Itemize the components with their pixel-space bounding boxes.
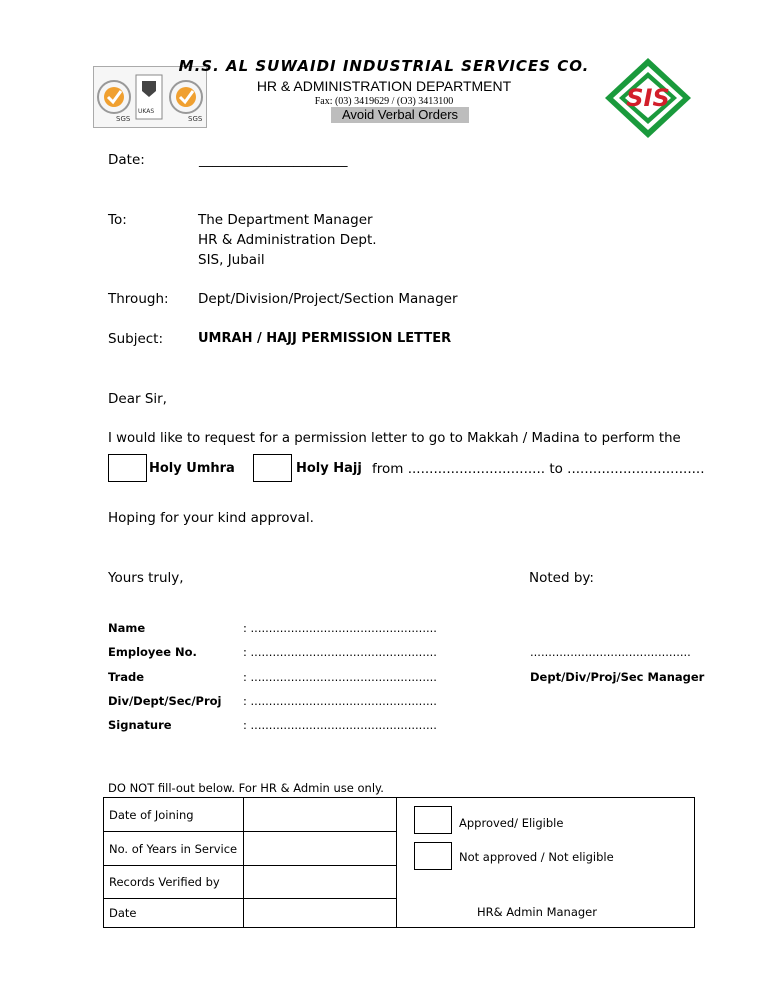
- field-value-div-dept[interactable]: : ...................................................: [243, 694, 437, 708]
- noted-by-signature-line[interactable]: ............................................: [530, 645, 691, 659]
- through-label: Through:: [108, 291, 169, 307]
- to-line-1: The Department Manager: [198, 212, 373, 228]
- field-value-name[interactable]: : ...................................................: [243, 621, 437, 635]
- hr-input-records-verified[interactable]: [244, 866, 397, 899]
- approval-text: Hoping for your kind approval.: [108, 510, 314, 526]
- sis-logo-graphic: [603, 56, 693, 140]
- field-label-name: Name: [108, 621, 146, 635]
- noted-by-title: Dept/Div/Proj/Sec Manager: [530, 670, 705, 684]
- from-to-dates[interactable]: from ................................ to ................................: [372, 461, 705, 477]
- to-line-2: HR & Administration Dept.: [198, 232, 377, 248]
- field-value-employee-no[interactable]: : ...................................................: [243, 645, 437, 659]
- hr-row-label-years-in-service: No. of Years in Service: [104, 832, 244, 866]
- umhra-checkbox[interactable]: [108, 454, 147, 482]
- hr-input-date-of-joining[interactable]: [244, 798, 397, 832]
- date-label: Date:: [108, 152, 145, 168]
- avoid-verbal-orders-notice: Avoid Verbal Orders: [331, 107, 469, 123]
- hr-row-label-date: Date: [104, 899, 244, 928]
- hajj-label: Holy Hajj: [296, 461, 362, 476]
- closing: Yours truly,: [108, 570, 184, 586]
- salutation: Dear Sir,: [108, 391, 167, 407]
- to-label: To:: [108, 212, 127, 228]
- sis-logo-text: SIS: [626, 84, 670, 112]
- date-field[interactable]: ______________________: [199, 152, 348, 168]
- not-approved-label: Not approved / Not eligible: [459, 850, 614, 864]
- department-name: HR & ADMINISTRATION DEPARTMENT: [256, 78, 512, 94]
- fax-numbers: Fax: (03) 3419629 / (O3) 3413100: [314, 96, 454, 107]
- field-label-div-dept: Div/Dept/Sec/Proj: [108, 694, 222, 708]
- hr-input-date[interactable]: [244, 899, 397, 928]
- sis-logo: [603, 56, 693, 140]
- umhra-label: Holy Umhra: [149, 461, 235, 476]
- field-value-trade[interactable]: : ...................................................: [243, 670, 437, 684]
- cert-label-ukas: UKAS: [138, 108, 155, 115]
- field-label-employee-no: Employee No.: [108, 645, 197, 659]
- cert-label-sgs-left: SGS: [116, 115, 131, 123]
- not-approved-checkbox[interactable]: [414, 842, 452, 870]
- request-text: I would like to request for a permission letter to go to Makkah / Madina to perform the: [108, 431, 681, 446]
- hr-admin-manager-label: HR& Admin Manager: [477, 905, 597, 919]
- through-value: Dept/Division/Project/Section Manager: [198, 291, 458, 307]
- approved-checkbox[interactable]: [414, 806, 452, 834]
- approved-label: Approved/ Eligible: [459, 816, 564, 830]
- noted-by-label: Noted by:: [529, 570, 594, 586]
- subject-label: Subject:: [108, 331, 164, 347]
- hr-row-label-date-of-joining: Date of Joining: [104, 798, 244, 832]
- subject-value: UMRAH / HAJJ PERMISSION LETTER: [198, 331, 452, 346]
- hajj-checkbox[interactable]: [253, 454, 292, 482]
- company-name: M.S. AL SUWAIDI INDUSTRIAL SERVICES CO.: [178, 57, 590, 75]
- cert-label-sgs-right: SGS: [188, 115, 203, 123]
- field-label-signature: Signature: [108, 718, 172, 732]
- field-value-signature[interactable]: : ...................................................: [243, 718, 437, 732]
- hr-row-label-records-verified: Records Verified by: [104, 866, 244, 899]
- to-line-3: SIS, Jubail: [198, 252, 265, 268]
- hr-input-years-in-service[interactable]: [244, 832, 397, 866]
- field-label-trade: Trade: [108, 670, 145, 684]
- hr-use-only-note: DO NOT fill-out below. For HR & Admin use only.: [108, 781, 384, 795]
